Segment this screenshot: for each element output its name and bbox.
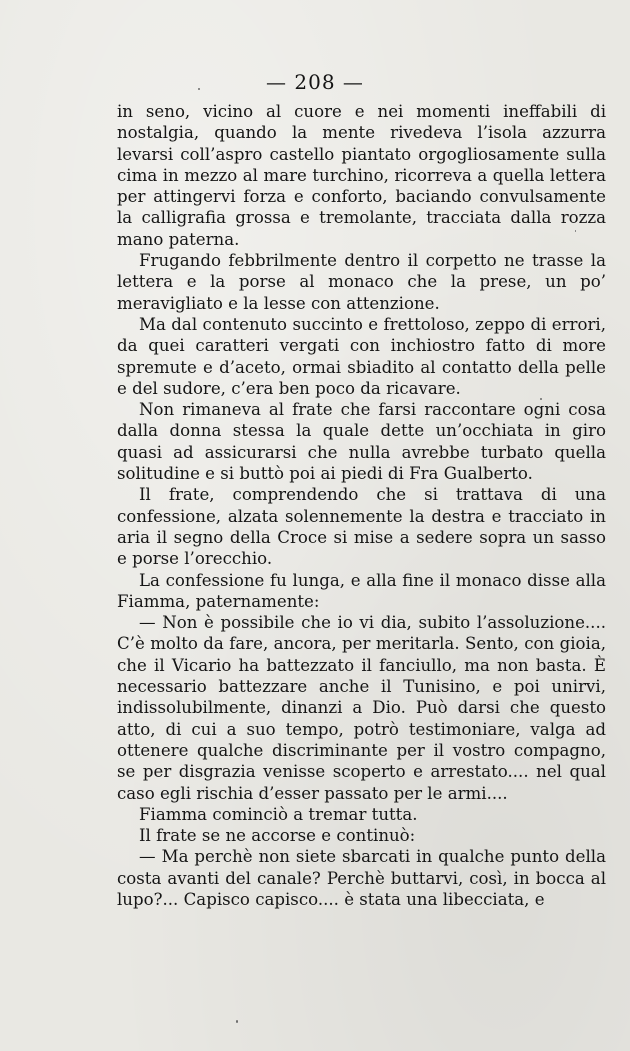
paragraph-4: Non rimaneva al frate che farsi raccontare ogni cosa dalla donna stessa la quale dette un’occhiata in giro quasi ad assicurarsi che nulla avrebbe turbato quella solitudine e si buttò poi ai piedi di Fra Gualberto. (117, 400, 606, 484)
paragraph-9: Il frate se ne accorse e continuò: (139, 826, 416, 846)
paper-speck (236, 1020, 238, 1023)
paper-speck (198, 88, 200, 90)
paragraph-6: La confessione fu lunga, e alla fine il monaco disse alla Fiamma, paternamente: (117, 570, 606, 611)
paragraph-5: Il frate, comprendendo che si trattava di una confessione, alzata solennemente la destra e tracciato in aria il segno della Croce si mise a sedere sopra un sasso e porse l’orecchio. (117, 485, 606, 569)
page-number: — 208 — (266, 70, 364, 94)
paper-speck (575, 230, 576, 232)
paragraph-2: Frugando febbrilmente dentro il corpetto ne trasse la lettera e la porse al monaco che la prese, un po’ meravigliato e la lesse con attenzione. (117, 251, 606, 313)
paragraph-10: — Ma perchè non siete sbarcati in qualche punto della costa avanti del canale? Perchè buttarvi, così, in bocca al lupo?... Capisco capisco.... è stata una libecciata, e (117, 847, 606, 909)
body-text (117, 101, 606, 910)
paragraph-7: — Non è possibile che io vi dia, subito l’assoluzione.... C’è molto da fare, ancora, per meritarla. Sento, con gioia, che il Vicario ha battezzato il fanciullo, ma non basta. È necessario battezzare anche il Tunisino, e poi unirvi, indissolubilmente, dinanzi a Dio. Può darsi che questo atto, di cui a suo tempo, potrò testimoniare, valga ad ottenere qualche discriminante per il vostro compagno, se per disgrazia venisse scoperto e arrestato.... nel qual caso egli rischia d’esser passato per le armi.... (117, 613, 606, 803)
paragraph-1: in seno, vicino al cuore e nei momenti ineffabili di nostalgia, quando la mente rivedeva l’isola azzurra levarsi coll’aspro castello piantato orgogliosamente sulla cima in mezzo al mare turchino, ricorreva a quella lettera per attingervi forza e conforto, baciando convulsamente la calligrafia grossa e tremolante, tracciata dalla rozza mano paterna. (117, 102, 606, 249)
paragraph-3: Ma dal contenuto succinto e frettoloso, zeppo di errori, da quei caratteri vergati con inchiostro fatto di more spremute e d’aceto, ormai sbiadito al contatto della pelle e del sudore, c’era ben poco da ricavare. (117, 314, 606, 398)
paragraph-8: Fiamma cominciò a tremar tutta. (139, 804, 418, 824)
paper-speck (540, 398, 542, 400)
